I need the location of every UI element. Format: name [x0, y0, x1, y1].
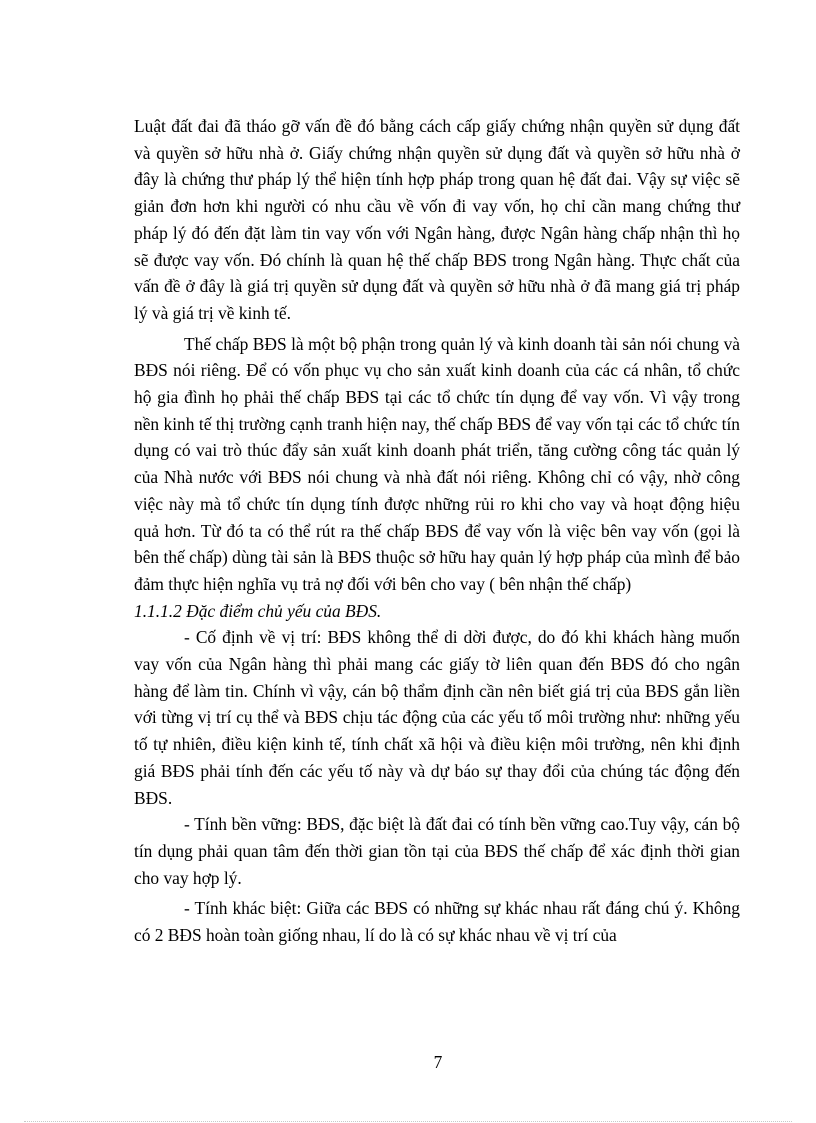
- bullet-paragraph: - Tính khác biệt: Giữa các BĐS có những sự khác nhau rất đáng chú ý. Không có 2 BĐS hoàn toàn giống nhau, lí do là có sự khác nhau về vị trí của: [134, 898, 740, 946]
- page-bottom-divider: [24, 1121, 792, 1122]
- body-paragraph: Thế chấp BĐS là một bộ phận trong quản lý và kinh doanh tài sản nói chung và BĐS nói riêng. Để có vốn phục vụ cho sản xuất kinh doanh của các cá nhân, tổ chức hộ gia đình họ phải thế chấp BĐS tại các tổ chức tín dụng để vay vốn. Vì vậy trong nền kinh tế thị trường cạnh tranh hiện nay, thế chấp BĐS để vay vốn tại các tổ chức tín dụng có vai trò thúc đẩy sản xuất kinh doanh phát triển, tăng cường công tác quản lý của Nhà nước với BĐS nói chung và nhà đất nói riêng. Không chỉ có vậy, nhờ công việc này mà tổ chức tín dụng tính được những rủi ro khi cho vay và hoạt động hiệu quả hơn. Từ đó ta có thể rút ra thế chấp BĐS để vay vốn là việc bên vay vốn (gọi là bên thế chấp) dùng tài sản là BĐS thuộc sở hữu hay quản lý hợp pháp của mình để bảo đảm thực hiện nghĩa vụ trả nợ đối với bên cho vay ( bên nhận thế chấp): [134, 333, 740, 594]
- body-paragraph: Luật đất đai đã tháo gỡ vấn đề đó bằng cách cấp giấy chứng nhận quyền sử dụng đất và quyền sở hữu nhà ở. Giấy chứng nhận quyền sử dụng đất và quyền sở hữu nhà ở đây là chứng thư pháp lý thể hiện tính hợp pháp trong quan hệ đất đai. Vậy sự việc sẽ giản đơn hơn khi người có nhu cầu về vốn đi vay vốn, họ chỉ cần mang chứng thư pháp lý đó đến đặt làm tin vay vốn với Ngân hàng, được Ngân hàng chấp nhận thì họ sẽ được vay vốn. Đó chính là quan hệ thế chấp BĐS trong Ngân hàng. Thực chất của vấn đề ở đây là giá trị quyền sử dụng đất và quyền sở hữu nhà ở đã mang giá trị pháp lý và giá trị về kinh tế.: [134, 116, 740, 323]
- section-heading: 1.1.1.2 Đặc điểm chủ yếu của BĐS.: [134, 600, 382, 621]
- page-number: 7: [433, 1052, 443, 1072]
- bullet-paragraph: - Tính bền vững: BĐS, đặc biệt là đất đai có tính bền vững cao.Tuy vậy, cán bộ tín dụng phải quan tâm đến thời gian tồn tại của BĐS thế chấp để xác định thời gian cho vay hợp lý.: [134, 814, 740, 888]
- page-body: [134, 113, 740, 949]
- bullet-paragraph: - Cố định về vị trí: BĐS không thể di dời được, do đó khi khách hàng muốn vay vốn của Ngân hàng thì phải mang các giấy tờ liên quan đến BĐS đó cho ngân hàng để làm tin. Chính vì vậy, cán bộ thẩm định cần nên biết giá trị của BĐS gắn liền với từng vị trí cụ thể và BĐS chịu tác động của các yếu tố môi trường như: những yếu tố tự nhiên, điều kiện kinh tế, tính chất xã hội và điều kiện môi trường, nên khi định giá BĐS phải tính đến các yếu tố này và dự báo sự thay đổi của chúng tác động đến BĐS.: [134, 627, 740, 808]
